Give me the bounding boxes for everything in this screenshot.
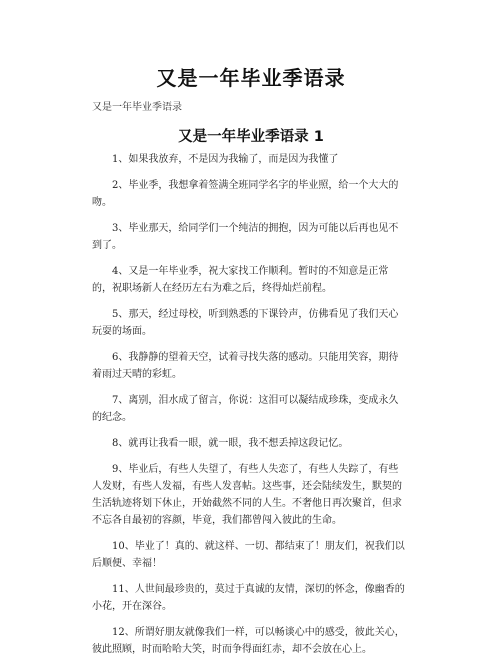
quote-item: 10、毕业了！真的、就这样、一切、都结束了！朋友们，祝我们以后顺便、幸福！ bbox=[92, 541, 405, 569]
quote-item: 2、毕业季，我想拿着签满全班同学名字的毕业照，给一个大大的吻。 bbox=[92, 180, 399, 208]
quote-list bbox=[92, 151, 408, 667]
quote-item: 3、毕业那天，给同学们一个纯洁的拥抱，因为可能以后再也见不到了。 bbox=[92, 223, 399, 251]
document-title: 又是一年毕业季语录 bbox=[156, 66, 346, 90]
quote-item: 11、人世间最珍贵的，莫过于真诚的友情，深切的怀念，像幽香的小花，开在深谷。 bbox=[92, 584, 405, 612]
quote-item: 4、又是一年毕业季，祝大家找工作顺利。暂时的不知意是正常的，祝职场新人在经历左右为难之后，终得灿烂前程。 bbox=[92, 266, 389, 294]
breadcrumb: 又是一年毕业季语录 bbox=[92, 102, 182, 113]
quote-item: 12、所谓好朋友就像我们一样，可以畅谈心中的感受，彼此关心，彼此照顾，时而哈哈大笑，时而争得面红赤，却不会放在心上。 bbox=[92, 627, 405, 655]
quote-item: 6、我静静的望着天空，试着寻找失落的感动。只能用笑容，期待着雨过天晴的彩虹。 bbox=[92, 352, 399, 380]
quote-item: 1、如果我放弃，不是因为我输了，而是因为我懂了 bbox=[112, 154, 339, 165]
quote-item: 7、离别，泪水成了留言，你说：这泪可以凝结成珍珠，变成永久的纪念。 bbox=[92, 395, 399, 423]
quote-item: 8、就再让我看一眼，就一眼，我不想丢掉这段记忆。 bbox=[112, 438, 349, 449]
section-title: 又是一年毕业季语录 1 bbox=[178, 129, 324, 145]
quote-item: 5、那天，经过母校，听到熟悉的下课铃声，仿佛看见了我们天心玩耍的场面。 bbox=[92, 309, 399, 337]
quote-item: 9、毕业后，有些人失望了，有些人失恋了，有些人失踪了，有些人发财，有些人发福，有些人发喜帖。这些事，还会陆续发生，默契的生活轨迹将划下休止，开始截然不同的人生。不奢他日再次聚首，但求不忘各自最初的容颜，毕竟，我们都曾闯入彼此的生命。 bbox=[92, 464, 402, 526]
